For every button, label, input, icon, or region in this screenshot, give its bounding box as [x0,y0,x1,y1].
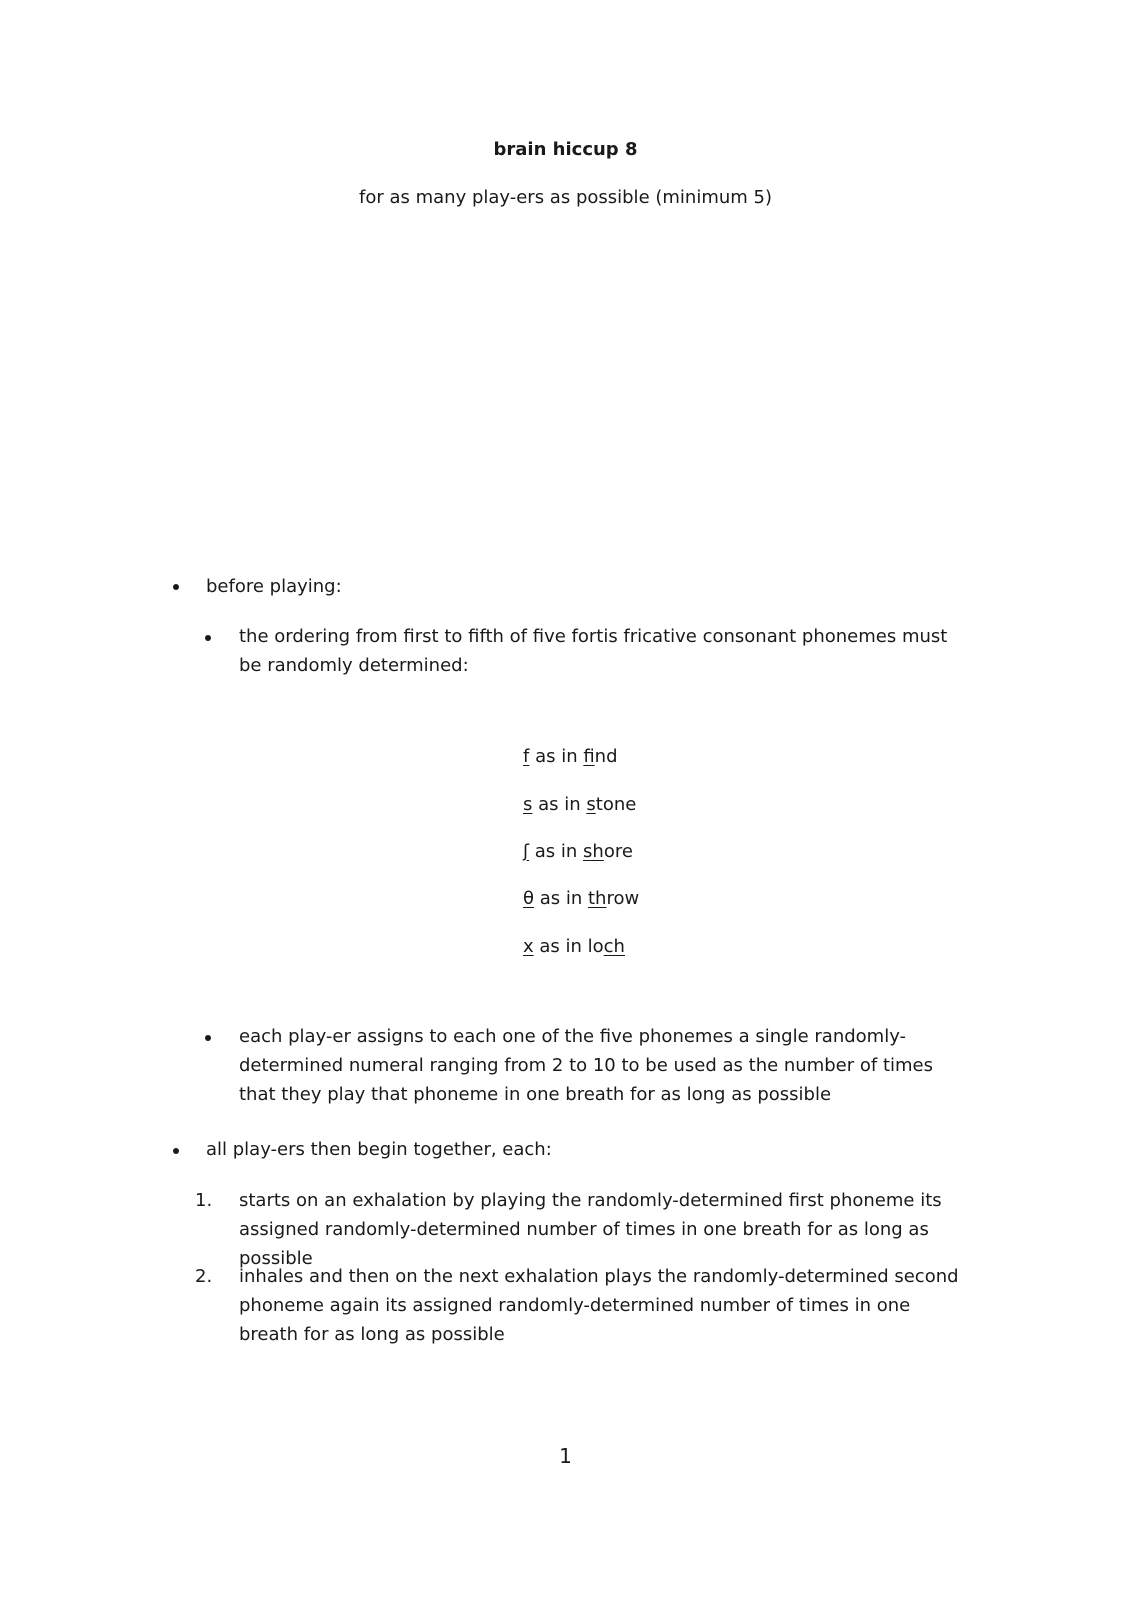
phoneme-item [523,934,625,960]
phoneme-item [523,886,639,912]
example-word-sound: s [586,794,596,815]
example-word-post: ind [594,746,618,767]
example-word-sound: th [588,888,607,909]
phoneme-item [523,792,636,818]
example-word-pre: lo [587,936,604,957]
phoneme-joiner: as in [529,746,584,767]
document-subtitle: for as many play-ers as possible (minimum 5) [359,187,772,208]
example-word-sound: f [583,746,595,767]
ordering-instruction: the ordering from first to fifth of five fortis fricative consonant phonemes must be randomly determined: [239,626,948,676]
example-word-sound: ch [603,936,625,957]
document-title: brain hiccup 8 [493,139,638,160]
step-text: inhales and then on the next exhalation plays the randomly-determined second phoneme again its assigned randomly-determined number of times in one breath for as long as possible [239,1266,959,1345]
phoneme-joiner: as in [534,888,588,909]
bullet-icon [173,1148,179,1154]
example-word-sound: sh [583,841,604,862]
phoneme-item [523,744,618,770]
bullet-icon [205,1035,211,1041]
phoneme-symbol: θ [523,888,535,909]
phoneme-symbol: s [523,794,533,815]
before-playing-heading: before playing: [206,576,342,597]
page-number: 1 [559,1444,572,1468]
example-word-post: ore [603,841,633,862]
phoneme-symbol: ʃ [523,841,530,862]
phoneme-symbol: x [523,936,534,957]
example-word-post: row [606,888,640,909]
step-number: 2. [195,1266,213,1287]
phoneme-joiner: as in [529,841,584,862]
phoneme-joiner: as in [532,794,587,815]
assign-instruction: each play-er assigns to each one of the five phonemes a single randomly-determined numeral ranging from 2 to 10 to be used as the number of times that they play that phoneme in one breath for as long as possible [239,1026,933,1105]
phoneme-symbol: f [523,746,530,767]
bullet-icon [205,635,211,641]
bullet-icon [173,584,179,590]
example-word-post: tone [595,794,637,815]
begin-instruction: all play-ers then begin together, each: [206,1139,552,1160]
step-number: 1. [195,1190,213,1211]
step-text: starts on an exhalation by playing the randomly-determined first phoneme its assigned randomly-determined number of times in one breath for as long as possible [239,1190,942,1269]
phoneme-item [523,839,633,865]
phoneme-joiner: as in [533,936,588,957]
